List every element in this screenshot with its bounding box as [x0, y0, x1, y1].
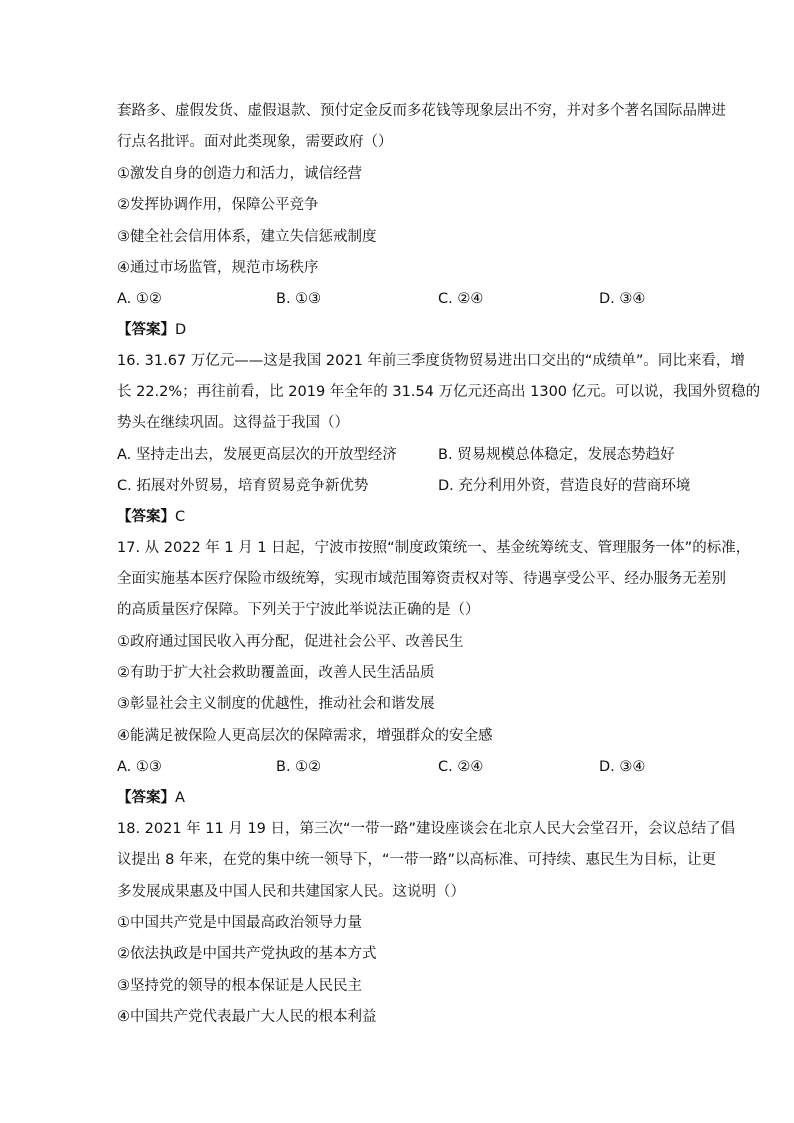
q18-item-4: ④中国共产党代表最广大人民的根本利益	[117, 1009, 377, 1025]
q15-answer	[117, 320, 186, 340]
q15-item-4: ④通过市场监管，规范市场秩序	[117, 260, 319, 276]
q18-stem-line-1: 18. 2021 年 11 月 19 日，第三次“一带一路”建设座谈会在北京人民大会堂召开，会议总结了倡	[117, 821, 736, 837]
q16-option-c: C. 拓展对外贸易，培育贸易竞争新优势	[117, 478, 369, 494]
q16-stem-line-3: 势头在继续巩固。这得益于我国（）	[117, 415, 349, 431]
q18-item-2: ②依法执政是中国共产党执政的基本方式	[117, 946, 377, 962]
q16-stem-line-2: 长 22.2%；再往前看，比 2019 年全年的 31.54 万亿元还高出 1300 亿元。可以说，我国外贸稳的	[117, 384, 761, 400]
q15-item-2: ②发挥协调作用，保障公平竞争	[117, 197, 319, 213]
q15-stem-line-1: 套路多、虚假发货、虚假退款、预付定金反而多花钱等现象层出不穷，并对多个著名国际品牌进	[117, 103, 726, 119]
q16-answer-value: C	[175, 509, 186, 525]
q17-option-b: B. ①②	[276, 759, 322, 775]
q15-answer-label: 【答案】	[117, 322, 175, 338]
q18-stem-line-2: 议提出 8 年来，在党的集中统一领导下，“一带一路”以高标准、可持续、惠民生为目标，让更	[117, 852, 716, 868]
q17-item-1: ①政府通过国民收入再分配，促进社会公平、改善民生	[117, 634, 464, 650]
q18-stem-line-3: 多发展成果惠及中国人民和共建国家人民。这说明（）	[117, 884, 465, 900]
q17-option-a: A. ①③	[117, 759, 162, 775]
q16-option-d: D. 充分利用外资，营造良好的营商环境	[438, 478, 691, 494]
q15-answer-value: D	[175, 322, 187, 338]
q17-answer-label: 【答案】	[117, 790, 175, 806]
q17-stem-line-3: 的高质量医疗保障。下列关于宁波此举说法正确的是（）	[117, 602, 480, 618]
q17-answer	[117, 788, 185, 808]
q16-stem-line-1: 16. 31.67 万亿元——这是我国 2021 年前三季度货物贸易进出口交出的“成绩单”。同比来看，增	[117, 353, 745, 369]
q17-stem-line-2: 全面实施基本医疗保险市级统筹，实现市域范围筹资责权对等、待遇享受公平、经办服务无差别	[117, 571, 726, 587]
q18-item-3: ③坚持党的领导的根本保证是人民民主	[117, 978, 362, 994]
q15-item-1: ①激发自身的创造力和活力，诚信经营	[117, 166, 362, 182]
q15-option-d: D. ③④	[599, 291, 646, 307]
q15-option-c: C. ②④	[438, 291, 484, 307]
q17-answer-value: A	[175, 790, 185, 806]
q16-option-b: B. 贸易规模总体稳定，发展态势趋好	[438, 447, 675, 463]
q18-item-1: ①中国共产党是中国最高政治领导力量	[117, 915, 362, 931]
q17-item-3: ③彰显社会主义制度的优越性，推动社会和谐发展	[117, 696, 435, 712]
q15-stem-line-2: 行点名批评。面对此类现象，需要政府（）	[117, 134, 393, 150]
q16-option-a: A. 坚持走出去，发展更高层次的开放型经济	[117, 447, 397, 463]
q17-stem-line-1: 17. 从 2022 年 1 月 1 日起，宁波市按照“制度政策统一、基金统筹统支、管理服务一体”的标准，	[117, 540, 751, 556]
q15-option-b: B. ①③	[276, 291, 322, 307]
q17-option-c: C. ②④	[438, 759, 484, 775]
q17-item-2: ②有助于扩大社会救助覆盖面，改善人民生活品质	[117, 665, 435, 681]
q15-item-3: ③健全社会信用体系，建立失信惩戒制度	[117, 229, 377, 245]
q17-option-d: D. ③④	[599, 759, 646, 775]
q16-answer-label: 【答案】	[117, 509, 175, 525]
q17-item-4: ④能满足被保险人更高层次的保障需求，增强群众的安全感	[117, 728, 493, 744]
q15-option-a: A. ①②	[117, 291, 162, 307]
q16-answer	[117, 507, 185, 527]
